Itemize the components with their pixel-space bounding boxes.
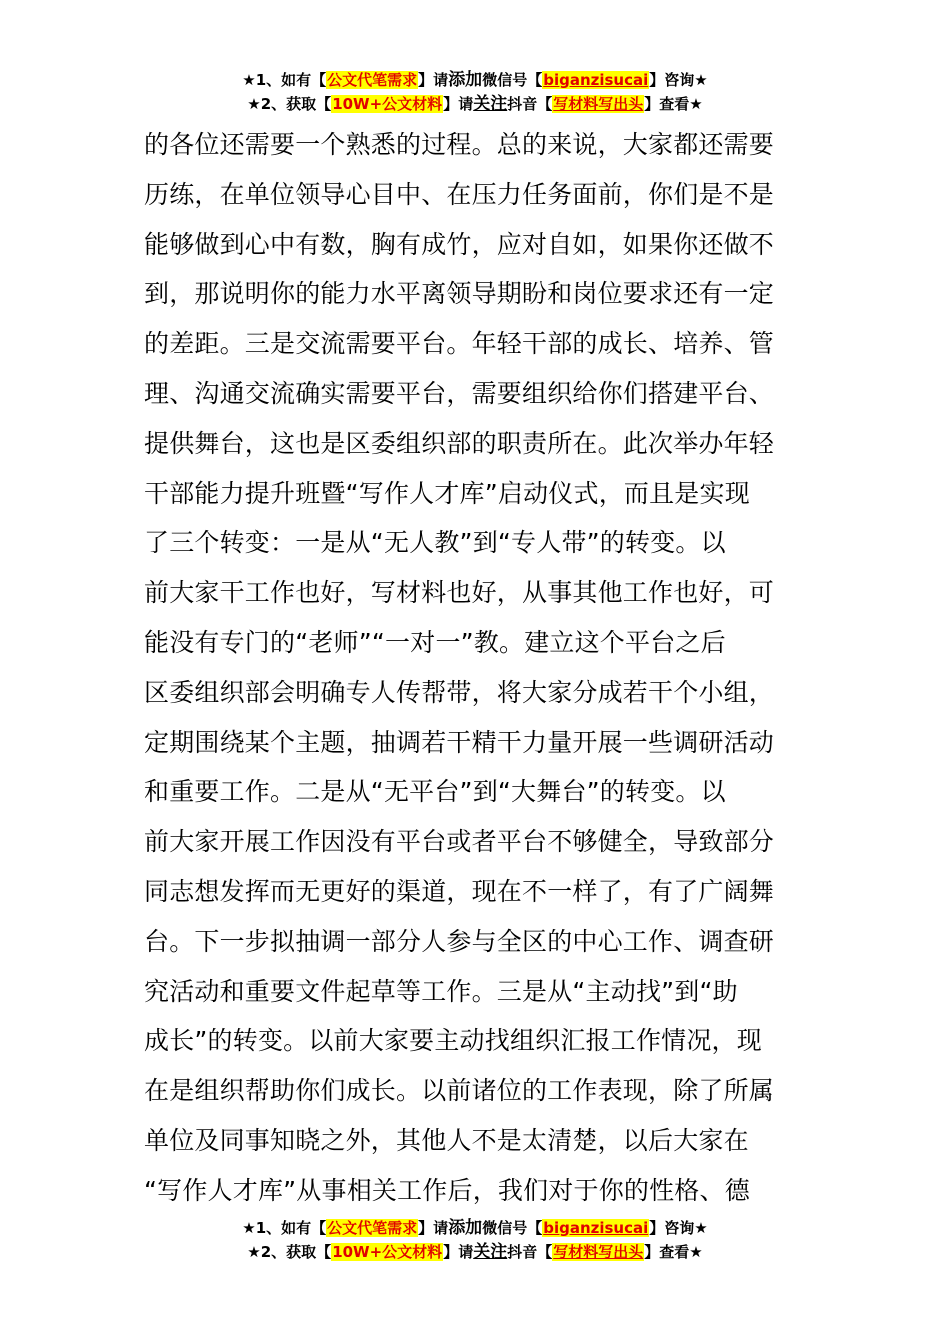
promo-2-please: 】请 [443, 1243, 474, 1261]
promo-line-2 [0, 92, 950, 116]
body-text-line: 究活动和重要文件起草等工作。三是从“主动找”到“助 [144, 976, 738, 1006]
promo-1-suffix: 】咨询★ [649, 1219, 708, 1237]
document-body [144, 120, 808, 1216]
body-text-line: 前大家干工作也好，写材料也好，从事其他工作也好，可 [144, 578, 775, 608]
body-text-line: 单位及同事知晓之外，其他人不是太清楚，以后大家在 [144, 1125, 749, 1155]
promo-2-highlight-materials: 10W+公文材料 [332, 1243, 443, 1261]
promo-1-wechat-label: 微信号【 [482, 71, 543, 89]
promo-2-douyin-account[interactable]: 写材料写出头 [553, 1243, 644, 1261]
promo-1-add: 添加 [448, 70, 483, 90]
promo-1-please: 】请 [418, 71, 449, 89]
body-text-line: 的各位还需要一个熟悉的过程。总的来说，大家都还需要 [144, 130, 775, 159]
promo-2-please: 】请 [443, 95, 474, 113]
promo-2-prefix: ★2、获取【 [247, 1243, 332, 1261]
promo-2-douyin-account[interactable]: 写材料写出头 [553, 95, 644, 113]
promo-2-prefix: ★2、获取【 [247, 95, 332, 113]
body-text-line: 了三个转变：一是从“无人教”到“专人带”的转变。以 [144, 528, 726, 558]
promo-2-follow: 关注 [473, 94, 508, 114]
body-text-line: 在是组织帮助你们成长。以前诸位的工作表现，除了所属 [144, 1076, 775, 1106]
promo-line-2 [0, 1240, 950, 1264]
promo-2-suffix: 】查看★ [644, 95, 703, 113]
body-text-line: 台。下一步拟抽调一部分人参与全区的中心工作、调查研 [144, 926, 775, 956]
body-text-line: 理、沟通交流确实需要平台，需要组织给你们搭建平台、 [144, 378, 775, 408]
body-text-line: 提供舞台，这也是区委组织部的职责所在。此次举办年轻 [144, 428, 775, 458]
promo-2-douyin-label: 抖音【 [507, 95, 553, 113]
body-text-line: 成长”的转变。以前大家要主动找组织汇报工作情况，现 [144, 1026, 762, 1056]
body-text-line: 到，那说明你的能力水平离领导期盼和岗位要求还有一定 [144, 279, 775, 309]
body-text-line: 定期围绕某个主题，抽调若干精干力量开展一些调研活动 [144, 727, 775, 757]
promo-1-please: 】请 [418, 1219, 449, 1237]
bottom-promo-banner [0, 1216, 950, 1264]
promo-1-suffix: 】咨询★ [649, 71, 708, 89]
promo-line-1 [0, 68, 950, 92]
promo-2-follow: 关注 [473, 1242, 508, 1262]
body-text-line: 的差距。三是交流需要平台。年轻干部的成长、培养、管 [144, 329, 775, 359]
top-promo-banner [0, 68, 950, 116]
body-text-line: 干部能力提升班暨“写作人才库”启动仪式，而且是实现 [144, 478, 750, 508]
promo-1-highlight-service: 公文代笔需求 [327, 71, 418, 89]
body-text-line: “写作人才库”从事相关工作后，我们对于你的性格、德 [144, 1175, 750, 1205]
promo-1-wechat-label: 微信号【 [482, 1219, 543, 1237]
promo-1-prefix: ★1、如有【 [242, 71, 327, 89]
promo-1-highlight-service: 公文代笔需求 [327, 1219, 418, 1237]
promo-1-add: 添加 [448, 1218, 483, 1238]
promo-1-prefix: ★1、如有【 [242, 1219, 327, 1237]
body-text-line: 同志想发挥而无更好的渠道，现在不一样了，有了广阔舞 [144, 876, 775, 906]
promo-1-wechat-id[interactable]: biganzisucai [543, 1219, 649, 1237]
promo-1-wechat-id[interactable]: biganzisucai [543, 71, 649, 89]
body-text-line: 能够做到心中有数，胸有成竹，应对自如，如果你还做不 [144, 229, 775, 259]
body-text-line: 和重要工作。二是从“无平台”到“大舞台”的转变。以 [144, 777, 726, 807]
body-text-line: 历练，在单位领导心目中、在压力任务面前，你们是不是 [144, 179, 775, 209]
promo-2-highlight-materials: 10W+公文材料 [332, 95, 443, 113]
promo-2-suffix: 】查看★ [644, 1243, 703, 1261]
promo-line-1 [0, 1216, 950, 1240]
body-text-line: 能没有专门的“老师”“一对一”教。建立这个平台之后 [144, 627, 726, 657]
body-text-line: 前大家开展工作因没有平台或者平台不够健全，导致部分 [144, 827, 775, 857]
promo-2-douyin-label: 抖音【 [507, 1243, 553, 1261]
body-text-line: 区委组织部会明确专人传帮带，将大家分成若干个小组， [144, 677, 775, 707]
